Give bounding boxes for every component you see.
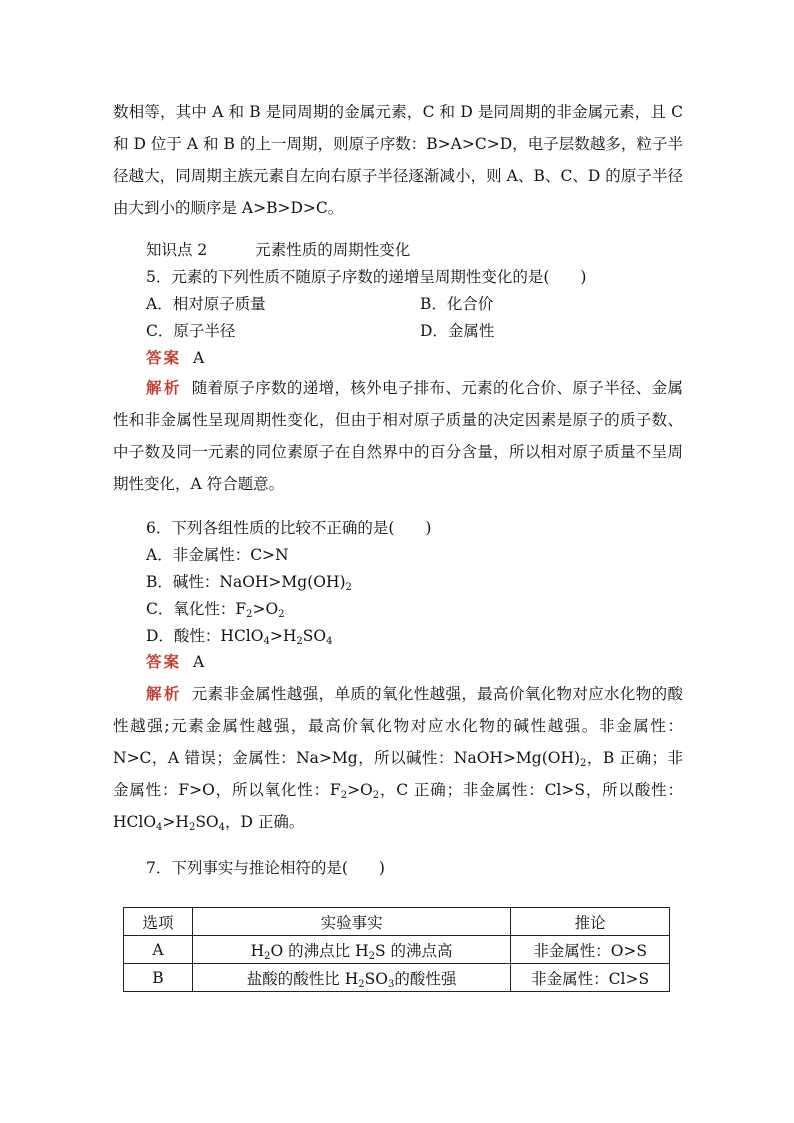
q5-option-b: B．化合价	[420, 295, 494, 313]
header-option: 选项	[124, 908, 193, 936]
text: H	[250, 941, 265, 960]
row-option: B	[124, 964, 193, 992]
table-row	[124, 936, 670, 964]
question-6-stem: 6．下列各组性质的比较不正确的是( )	[146, 519, 432, 537]
q5-option-d: D．金属性	[420, 322, 495, 340]
row-option: A	[124, 936, 193, 964]
q5-option-c: C．原子半径	[146, 322, 236, 340]
text: ，D 正确。	[225, 813, 305, 831]
text: B．碱性：NaOH>Mg(OH)	[146, 573, 346, 591]
subscript: 2	[372, 790, 380, 801]
subscript: 4	[326, 636, 333, 647]
subscript: 4	[156, 822, 163, 833]
subscript: 2	[246, 609, 253, 620]
facts-table	[123, 907, 670, 992]
subscript: 3	[387, 978, 395, 990]
answer-value: A	[193, 349, 205, 367]
row-fact	[192, 964, 510, 992]
question-5-stem: 5．元素的下列性质不随原子序数的递增呈周期性变化的是( )	[146, 268, 587, 286]
subscript: 4	[263, 636, 270, 647]
text: SO	[364, 969, 388, 988]
subscript: 2	[296, 636, 303, 647]
text: >H	[269, 627, 297, 645]
question-7-stem: 7．下列事实与推论相符的是( )	[146, 859, 385, 877]
text: ，C 正确；非金属性：Cl>S，所以酸性：HClO	[113, 781, 683, 831]
knowledge-point-heading	[146, 240, 410, 260]
subscript: 2	[345, 582, 352, 593]
subscript: 4	[218, 822, 226, 833]
text: 盐酸的酸性比 H	[246, 969, 359, 988]
subscript: 2	[278, 609, 285, 620]
header-inference: 推论	[511, 908, 670, 936]
q6-option-a: A．非金属性：C>N	[146, 546, 289, 564]
answer-label: 答案	[146, 652, 182, 671]
row-fact	[192, 936, 510, 964]
table-header-row	[124, 908, 670, 936]
q6-option-b	[146, 572, 352, 592]
q6-answer	[146, 652, 204, 672]
text: >O	[252, 600, 279, 618]
knowledge-point-number: 知识点 2	[146, 241, 208, 259]
text: SO	[302, 627, 327, 645]
subscript: 2	[340, 790, 348, 801]
knowledge-point-title: 元素性质的周期性变化	[255, 241, 411, 259]
q6-option-c	[146, 599, 285, 619]
q6-explanation	[113, 678, 683, 838]
subscript: 2	[188, 822, 196, 833]
subscript: 2	[368, 950, 375, 962]
text: ，B 正确；非金属性：F>O，所以氧化性：F	[113, 749, 683, 799]
subscript: 2	[580, 758, 587, 769]
explanation-text: 随着原子序数的递增，核外电子排布、元素的化合价、原子半径、金属性和非金属性呈现周期性变化，但由于相对原子质量的决定因素是原子的质子数、中子数及同一元素的同位素原子在自然界中的百分含量，所以相对原子质量不呈周期性变化，A 符合题意。	[113, 379, 683, 493]
intro-paragraph: 数相等，其中 A 和 B 是同周期的金属元素，C 和 D 是同周期的非金属元素，且 C 和 D 位于 A 和 B 的上一周期，则原子序数：B>A>C>D，电子层数越多，粒子半径越大，同周期主族元素自左向右原子半径逐渐减小，则 A、B、C、D 的原子半径由大到小的顺序是 A>B>D>C。	[113, 103, 683, 217]
text: >O	[347, 781, 373, 799]
explanation-label: 解析	[146, 378, 182, 397]
text: >H	[162, 813, 189, 831]
text: S 的沸点高	[374, 941, 453, 960]
q5-answer	[146, 348, 204, 368]
text: SO	[195, 813, 219, 831]
subscript: 2	[358, 978, 365, 990]
row-inference: 非金属性：Cl>S	[511, 964, 670, 992]
subscript: 2	[264, 950, 271, 962]
q5-option-a: A．相对原子质量	[146, 295, 266, 313]
row-inference: 非金属性：O>S	[511, 936, 670, 964]
answer-value: A	[193, 653, 205, 671]
q5-explanation	[113, 372, 683, 500]
text: 的酸性强	[394, 969, 457, 988]
text: O 的沸点比 H	[270, 941, 369, 960]
text: 元素非金属性越强，单质的氧化性越强，最高价氧化物对应水化物的酸性越强;元素金属性越强，最高价氧化物对应水化物的碱性越强。非金属性：N>C，A 错误；金属性：Na>Mg，所以碱性：NaOH>Mg(OH)	[113, 685, 683, 767]
explanation-label: 解析	[146, 684, 182, 703]
table-row	[124, 964, 670, 992]
q6-option-d	[146, 626, 332, 646]
answer-label: 答案	[146, 348, 182, 367]
text: D．酸性：HClO	[146, 627, 264, 645]
text: C．氧化性：F	[146, 600, 247, 618]
header-fact: 实验事实	[192, 908, 510, 936]
